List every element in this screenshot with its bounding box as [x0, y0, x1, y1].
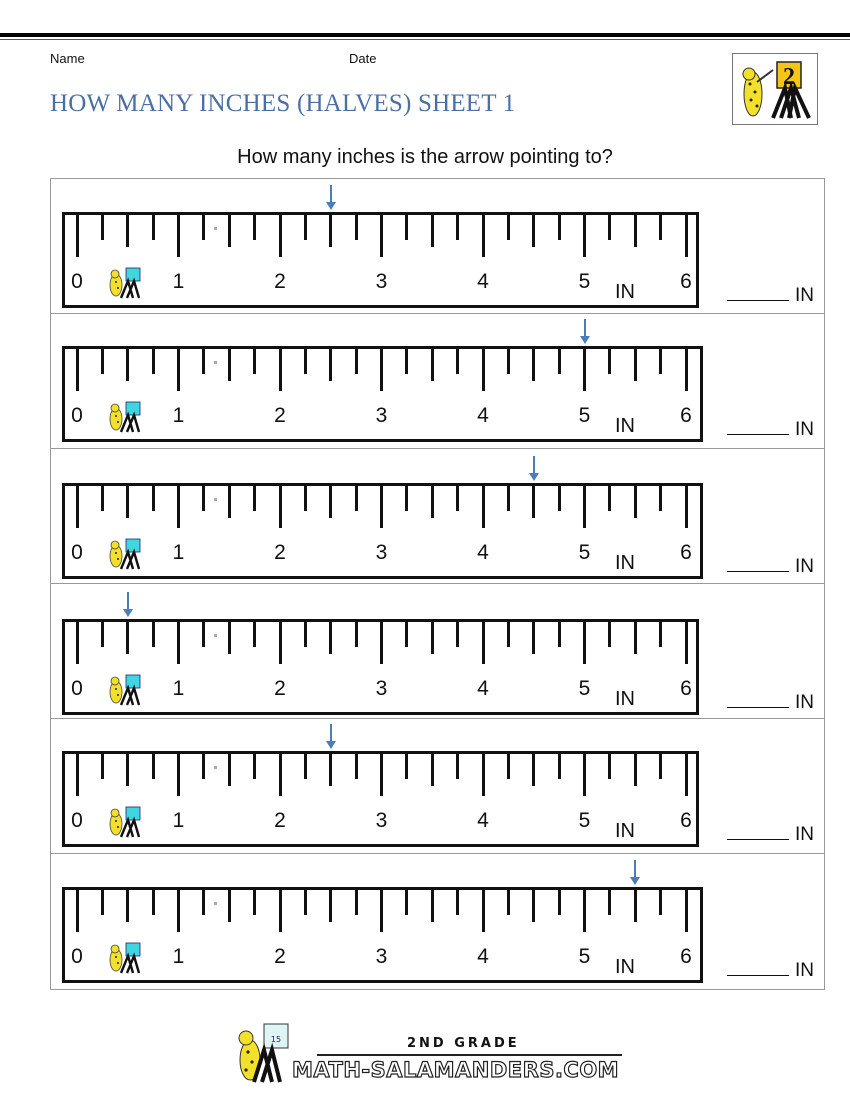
ruler-unit-label: IN: [614, 281, 635, 303]
ruler-mark: [214, 498, 217, 501]
answer-unit: IN: [795, 692, 814, 713]
quarter-inch-tick: [659, 622, 662, 647]
footer-underline: [317, 1054, 622, 1056]
answer-field[interactable]: [727, 824, 814, 846]
half-inch-tick: [329, 622, 332, 654]
ruler-number: 2: [274, 404, 286, 427]
svg-text:2: 2: [783, 64, 795, 90]
question-row: [51, 314, 824, 449]
inch-tick: [583, 754, 586, 796]
half-inch-tick: [126, 622, 129, 654]
ruler-number: 2: [274, 541, 286, 564]
inch-tick: [685, 754, 688, 796]
half-inch-tick: [634, 622, 637, 654]
quarter-inch-tick: [558, 622, 561, 647]
inch-tick: [76, 754, 79, 796]
quarter-inch-tick: [101, 754, 104, 779]
answer-unit: IN: [795, 285, 814, 306]
ruler-unit-label: IN: [614, 552, 635, 574]
arrow-pointer-icon: [330, 185, 332, 203]
quarter-inch-tick: [405, 754, 408, 779]
ruler-number: 0: [71, 677, 83, 700]
answer-unit: IN: [795, 556, 814, 577]
quarter-inch-tick: [101, 622, 104, 647]
quarter-inch-tick: [405, 215, 408, 240]
half-inch-tick: [634, 890, 637, 922]
quarter-inch-tick: [355, 890, 358, 915]
ruler-number: 1: [172, 677, 185, 700]
quarter-inch-tick: [558, 754, 561, 779]
ruler-number: 5: [578, 541, 591, 564]
ruler-mark: [214, 227, 217, 230]
inch-tick: [76, 486, 79, 528]
quarter-inch-tick: [507, 215, 510, 240]
quarter-inch-tick: [659, 486, 662, 511]
inch-tick: [177, 754, 180, 796]
half-inch-tick: [431, 349, 434, 381]
question-row: [51, 179, 824, 314]
salamander-icon: [107, 674, 143, 704]
half-inch-tick: [431, 754, 434, 786]
quarter-inch-tick: [304, 215, 307, 240]
quarter-inch-tick: [304, 349, 307, 374]
quarter-inch-tick: [152, 890, 155, 915]
half-inch-tick: [532, 754, 535, 786]
ruler-number: 4: [477, 945, 489, 968]
ruler-number: 3: [375, 541, 388, 564]
quarter-inch-tick: [202, 890, 205, 915]
ruler: [62, 751, 699, 847]
half-inch-tick: [634, 215, 637, 247]
inch-tick: [380, 349, 383, 391]
inch-tick: [177, 486, 180, 528]
quarter-inch-tick: [405, 486, 408, 511]
half-inch-tick: [634, 754, 637, 786]
ruler-number: 3: [375, 270, 388, 293]
ruler-number: 5: [578, 945, 591, 968]
question-row: [51, 449, 824, 584]
ruler-number: 1: [172, 541, 185, 564]
svg-text:15: 15: [270, 1035, 282, 1044]
quarter-inch-tick: [405, 349, 408, 374]
quarter-inch-tick: [101, 215, 104, 240]
half-inch-tick: [228, 349, 231, 381]
ruler-number: 0: [71, 945, 83, 968]
quarter-inch-tick: [558, 486, 561, 511]
half-inch-tick: [329, 754, 332, 786]
salamander-icon: [107, 401, 143, 431]
quarter-inch-tick: [405, 622, 408, 647]
ruler-number: 5: [578, 270, 591, 293]
answer-unit: IN: [795, 419, 814, 440]
half-inch-tick: [126, 890, 129, 922]
arrow-pointer-icon: [533, 456, 535, 474]
quarter-inch-tick: [152, 349, 155, 374]
question-row: [51, 584, 824, 719]
ruler-number: 2: [274, 270, 286, 293]
quarter-inch-tick: [507, 486, 510, 511]
salamander-icon: [107, 267, 143, 297]
worksheet-box: [50, 178, 825, 990]
answer-unit: IN: [795, 824, 814, 845]
salamander-mascot-icon: [232, 1022, 292, 1084]
quarter-inch-tick: [202, 215, 205, 240]
half-inch-tick: [431, 622, 434, 654]
arrow-pointer-icon: [584, 319, 586, 337]
ruler-number: 0: [71, 270, 83, 293]
half-inch-tick: [532, 622, 535, 654]
inch-tick: [583, 215, 586, 257]
ruler: [62, 346, 703, 442]
half-inch-tick: [329, 486, 332, 518]
ruler-number: 4: [477, 809, 489, 832]
quarter-inch-tick: [608, 754, 611, 779]
quarter-inch-tick: [355, 215, 358, 240]
inch-tick: [482, 349, 485, 391]
ruler-number: 0: [71, 404, 83, 427]
ruler-number: 6: [680, 945, 692, 968]
quarter-inch-tick: [558, 215, 561, 240]
ruler-number: 3: [375, 677, 388, 700]
quarter-inch-tick: [456, 486, 459, 511]
quarter-inch-tick: [101, 890, 104, 915]
half-inch-tick: [228, 486, 231, 518]
quarter-inch-tick: [456, 890, 459, 915]
answer-blank[interactable]: [727, 557, 789, 572]
inch-tick: [279, 754, 282, 796]
answer-field[interactable]: [727, 285, 814, 307]
inch-tick: [583, 890, 586, 932]
half-inch-tick: [532, 486, 535, 518]
ruler-number: 1: [172, 404, 185, 427]
inch-tick: [380, 890, 383, 932]
half-inch-tick: [126, 349, 129, 381]
inch-tick: [279, 890, 282, 932]
answer-blank[interactable]: [727, 825, 789, 840]
half-inch-tick: [431, 215, 434, 247]
inch-tick: [482, 622, 485, 664]
quarter-inch-tick: [202, 349, 205, 374]
answer-blank[interactable]: [727, 693, 789, 708]
instruction-text: How many inches is the arrow pointing to?: [237, 146, 613, 168]
ruler-number: 4: [477, 677, 489, 700]
half-inch-tick: [329, 349, 332, 381]
inch-tick: [177, 890, 180, 932]
inch-tick: [177, 622, 180, 664]
inch-tick: [279, 622, 282, 664]
ruler-unit-label: IN: [614, 415, 635, 437]
ruler-number: 1: [172, 809, 185, 832]
ruler-number: 5: [578, 809, 591, 832]
quarter-inch-tick: [405, 890, 408, 915]
quarter-inch-tick: [456, 622, 459, 647]
half-inch-tick: [126, 215, 129, 247]
ruler-unit-label: IN: [614, 688, 635, 710]
ruler: [62, 212, 699, 308]
footer-site: MATH-SALAMANDERS.COM: [292, 1058, 620, 1082]
quarter-inch-tick: [608, 486, 611, 511]
answer-field[interactable]: [727, 960, 814, 982]
page-title: HOW MANY INCHES (HALVES) SHEET 1: [50, 90, 516, 117]
half-inch-tick: [532, 349, 535, 381]
header-rule-thick: [0, 33, 850, 37]
footer-logo: [232, 1022, 622, 1084]
inch-tick: [177, 215, 180, 257]
ruler-number: 6: [680, 809, 692, 832]
quarter-inch-tick: [608, 215, 611, 240]
quarter-inch-tick: [558, 349, 561, 374]
ruler-mark: [214, 902, 217, 905]
quarter-inch-tick: [355, 349, 358, 374]
inch-tick: [279, 349, 282, 391]
ruler-number: 6: [680, 404, 692, 427]
ruler-number: 3: [375, 404, 388, 427]
quarter-inch-tick: [152, 754, 155, 779]
half-inch-tick: [228, 622, 231, 654]
half-inch-tick: [532, 215, 535, 247]
ruler-number: 0: [71, 541, 83, 564]
inch-tick: [685, 622, 688, 664]
arrow-pointer-icon: [330, 724, 332, 742]
arrow-pointer-icon: [634, 860, 636, 878]
quarter-inch-tick: [304, 890, 307, 915]
salamander-icon: [107, 538, 143, 568]
quarter-inch-tick: [608, 622, 611, 647]
half-inch-tick: [329, 215, 332, 247]
half-inch-tick: [634, 486, 637, 518]
quarter-inch-tick: [202, 754, 205, 779]
ruler-number: 2: [274, 809, 286, 832]
quarter-inch-tick: [253, 349, 256, 374]
ruler-number: 2: [274, 945, 286, 968]
half-inch-tick: [228, 215, 231, 247]
quarter-inch-tick: [253, 215, 256, 240]
quarter-inch-tick: [659, 215, 662, 240]
answer-field[interactable]: [727, 556, 814, 578]
half-inch-tick: [329, 890, 332, 922]
answer-blank[interactable]: [727, 961, 789, 976]
answer-field[interactable]: [727, 692, 814, 714]
inch-tick: [583, 349, 586, 391]
quarter-inch-tick: [355, 754, 358, 779]
quarter-inch-tick: [253, 890, 256, 915]
answer-blank[interactable]: [727, 286, 789, 301]
inch-tick: [583, 486, 586, 528]
arrow-pointer-icon: [127, 592, 129, 610]
date-label: Date: [349, 51, 377, 66]
inch-tick: [685, 215, 688, 257]
grade-logo: [732, 53, 818, 125]
ruler-number: 6: [680, 541, 692, 564]
quarter-inch-tick: [659, 890, 662, 915]
quarter-inch-tick: [355, 622, 358, 647]
inch-tick: [177, 349, 180, 391]
quarter-inch-tick: [608, 349, 611, 374]
quarter-inch-tick: [202, 486, 205, 511]
salamander-icon: [107, 806, 143, 836]
half-inch-tick: [431, 890, 434, 922]
ruler-number: 6: [680, 270, 692, 293]
quarter-inch-tick: [202, 622, 205, 647]
inch-tick: [583, 622, 586, 664]
half-inch-tick: [532, 890, 535, 922]
quarter-inch-tick: [456, 215, 459, 240]
quarter-inch-tick: [456, 754, 459, 779]
inch-tick: [380, 215, 383, 257]
ruler-unit-label: IN: [614, 820, 635, 842]
ruler-number: 5: [578, 677, 591, 700]
ruler-mark: [214, 361, 217, 364]
quarter-inch-tick: [152, 622, 155, 647]
ruler-unit-label: IN: [614, 956, 635, 978]
quarter-inch-tick: [507, 890, 510, 915]
ruler-number: 3: [375, 809, 388, 832]
inch-tick: [380, 486, 383, 528]
ruler-number: 4: [477, 270, 489, 293]
ruler-number: 2: [274, 677, 286, 700]
half-inch-tick: [228, 890, 231, 922]
inch-tick: [482, 890, 485, 932]
half-inch-tick: [126, 486, 129, 518]
inch-tick: [76, 622, 79, 664]
quarter-inch-tick: [355, 486, 358, 511]
quarter-inch-tick: [304, 754, 307, 779]
quarter-inch-tick: [304, 486, 307, 511]
half-inch-tick: [126, 754, 129, 786]
ruler: [62, 887, 703, 983]
ruler-number: 0: [71, 809, 83, 832]
ruler-number: 1: [172, 945, 185, 968]
inch-tick: [380, 754, 383, 796]
quarter-inch-tick: [507, 622, 510, 647]
ruler: [62, 483, 703, 579]
inch-tick: [76, 349, 79, 391]
ruler-number: 3: [375, 945, 388, 968]
inch-tick: [685, 890, 688, 932]
inch-tick: [685, 486, 688, 528]
quarter-inch-tick: [558, 890, 561, 915]
question-row: [51, 719, 824, 854]
salamander-easel-icon: [733, 54, 817, 124]
footer-grade: 2ND GRADE: [407, 1036, 520, 1051]
inch-tick: [76, 215, 79, 257]
answer-blank[interactable]: [727, 420, 789, 435]
quarter-inch-tick: [253, 486, 256, 511]
quarter-inch-tick: [304, 622, 307, 647]
name-label: Name: [50, 51, 85, 66]
header-rule-thin: [0, 39, 850, 40]
inch-tick: [279, 215, 282, 257]
half-inch-tick: [228, 754, 231, 786]
ruler-number: 5: [578, 404, 591, 427]
quarter-inch-tick: [152, 486, 155, 511]
inch-tick: [380, 622, 383, 664]
answer-unit: IN: [795, 960, 814, 981]
inch-tick: [482, 754, 485, 796]
ruler-number: 6: [680, 677, 692, 700]
ruler-number: 1: [172, 270, 185, 293]
ruler-mark: [214, 634, 217, 637]
inch-tick: [279, 486, 282, 528]
inch-tick: [685, 349, 688, 391]
ruler-number: 4: [477, 541, 489, 564]
inch-tick: [76, 890, 79, 932]
quarter-inch-tick: [253, 754, 256, 779]
ruler: [62, 619, 699, 715]
quarter-inch-tick: [253, 622, 256, 647]
quarter-inch-tick: [608, 890, 611, 915]
question-row: [51, 855, 824, 990]
quarter-inch-tick: [456, 349, 459, 374]
quarter-inch-tick: [507, 349, 510, 374]
quarter-inch-tick: [507, 754, 510, 779]
ruler-mark: [214, 766, 217, 769]
inch-tick: [482, 486, 485, 528]
quarter-inch-tick: [101, 349, 104, 374]
inch-tick: [482, 215, 485, 257]
quarter-inch-tick: [152, 215, 155, 240]
half-inch-tick: [431, 486, 434, 518]
quarter-inch-tick: [101, 486, 104, 511]
salamander-icon: [107, 942, 143, 972]
ruler-number: 4: [477, 404, 489, 427]
quarter-inch-tick: [659, 349, 662, 374]
answer-field[interactable]: [727, 419, 814, 441]
half-inch-tick: [634, 349, 637, 381]
quarter-inch-tick: [659, 754, 662, 779]
